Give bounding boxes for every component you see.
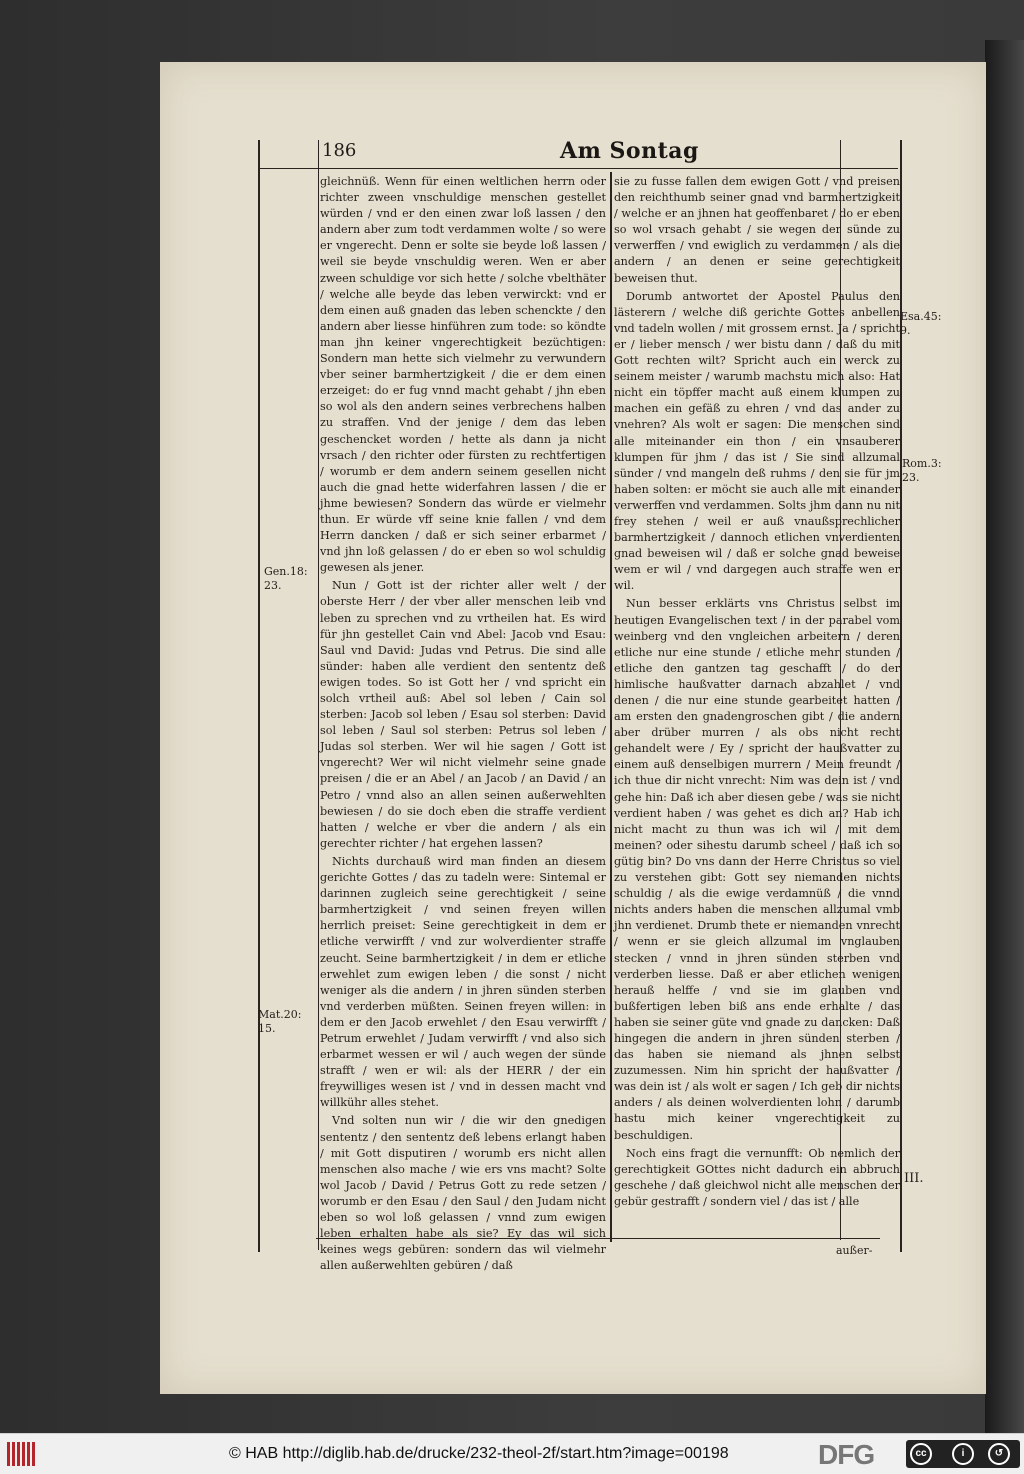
sa-icon: ↺	[988, 1443, 1010, 1465]
text-column-right	[614, 174, 900, 1234]
section-marker: III.	[904, 1171, 924, 1186]
cc-icon: cc	[910, 1443, 932, 1465]
paragraph: Dorumb antwortet der Apostel Paulus den lästerern / welche diß gerichte Gottes anbellen vnd tadeln wollen / mit grossem ernst. Ja / spricht er / lieber mensch / wer bistu dann / daß du mit Gott rechten wilt? Spricht auch ein werck zu seinem meister / warumb machstu mich also: Hat nicht ein töpffer macht auß einem klumpen zu machen ein gefäß zu ehren / vnd das ander zu vnehren? Als wolt er sagen: Die menschen sind alle miteinander ein thon / ein vnsauberer klumpen für jhm / das ist / Sie sind allzumal sünder / vnd mangeln deß ruhms / den sie für jm haben solten: er möcht sie auch alle mit einander verwerffen vnd verdammen. Solts jhm dann nu nit frey stehen / weil er auß vnaußsprechlicher barmhertzigkeit / dannoch etlichen vnverdienten gnad beweisen wil / daß er solche gnad beweise wem er wil / vnd dargegen auch straffe wen er wil.	[614, 289, 900, 593]
paragraph: Nichts durchauß wird man finden an diesem gerichte Gottes / das zu tadeln were: Sintemal er darinnen zugleich seine gerechtigkeit / seine barmhertzigkeit / vnd seinen freyen willen herrlich preiset: Seine gerechtigkeit in dem er etliche verwirfft / vnd zur wolverdienter straffe zeucht. Seine barmhertzigkeit / in dem er etliche erwehlet zum ewigen leben / die sonst / nicht weniger als die andern / in jhren sünden sterben vnd verderben müßten. Seinen freyen willen: in dem er den Jacob erwehlet / den Esau verwirfft / Petrum erwehlet / Judam verwirfft / vnd also sich erbarmet wessen er wil / auch wegen der sünde strafft / wen er wil: als der HERR / der ein freywilliges wesen ist / vnd in dessen macht vnd willkühr alles stehet.	[320, 854, 606, 1110]
paragraph: sie zu fusse fallen dem ewigen Gott / vnd preisen den reichthumb seiner gnad vnd barmhertzigkeit / welche er an jhnen hat geoffenbaret / do er eben so wol vrsach gehabt / sie wegen der sünde zu verwerffen / vnd ewiglich zu verdammen / als die andern / an denen er seine gerechtigkeit beweisen thut.	[614, 175, 900, 285]
margin-note-romans: Rom.3: 23.	[902, 457, 942, 484]
text-column-left	[320, 174, 606, 1273]
viewer-footer	[0, 1433, 1024, 1474]
by-icon: i	[952, 1443, 974, 1465]
inner-rule-left	[318, 140, 319, 1250]
citation-link[interactable]: © HAB http://diglib.hab.de/drucke/232-theol-2f/start.htm?image=00198	[229, 1445, 729, 1462]
book-edge	[985, 40, 1024, 1433]
hab-logo-icon	[6, 1438, 36, 1470]
margin-note-genesis: Gen.18: 23.	[264, 565, 308, 592]
dfg-logo: DFG	[818, 1439, 875, 1470]
cc-license-badge[interactable]	[906, 1440, 1020, 1468]
margin-note-matthew: Mat.20: 15.	[258, 1008, 302, 1035]
paragraph: Nun besser erklärts vns Christus selbst im heutigen Evangelischen text / in der parabel vom weinberg vnd den vngleichen arbeitern / deren etliche nur eine stunde / etliche mehr stunden / etliche den gantzen tag geschafft / do der himlische haußvatter darnach abzahlet / vnd denen / die nur eine stunde gearbeitet hatten / am ersten den gnadengroschen gibt / die andern aber drüber murren / als obs nicht recht gehandelt were / Ey / spricht der haußvatter zu einem auß denselbigen murrern / Mein freundt / ich thue dir nicht vnrecht: Nim was dein ist / vnd gehe hin: Daß ich aber diesen gebe / was sie nicht verdient haben / was gehet es dich an? Hab ich nicht macht zu thun was ich wil / mit dem meinen? oder sihestu darumb scheel / daß ich so gütig bin? Do vns dann der Herre Christus so viel zu verstehen gibt: Gott sey niemanden nichts schuldig / als die ewige verdamnüß / die vnnd nichts anders haben die menschen allzumal vmb jhn verdienet. Drumb thete er niemanden vnrecht / wenn er sie gleich allzumal im vnglauben stecken / vnnd in jhren sünden sterben vnd verderben liesse. Daß er aber etlichen wenigen herauß helffe / vnd sie im glauben vnd bußfertigen leben biß ans ende erhalte / das haben sie seiner güte vnd gnade zu dancken: Daß hingegen die andern in jhren sünden sterben / das haben sie niemand als jhnen selbst zuzumessen. Nim hin spricht der haußvatter / was dein ist / als wolt er sagen / Ich geb dir nichts anders / als deinen wolverdienten lohn / darumb hastu mich keiner vngerechtigkeit zu beschuldigen.	[614, 597, 900, 1142]
paragraph: Vnd solten nun wir / die wir den gnedigen sententz / den sententz deß lebens erlangt haben / mit Gott disputiren / worumb ers nicht allen menschen also mache / wie ers vns macht? Solte wol Jacob / David / Petrus Gott zu rede setzen / worumb er den Esau / den Saul / den Judam nicht eben so wol loß gelassen / vnnd zum ewigen leben erhalten habe als sie? Ey das wil sich keines wegs gebüren: sondern das wil vielmehr allen außerwehlten gebüren / daß	[320, 1114, 606, 1273]
paragraph: gleichnüß. Wenn für einen weltlichen herrn oder richter zween vnschuldige menschen gestellet würden / vnd er den einen zwar loß lassen / den andern aber zum todt verdammen wolte / so were er vngerecht. Denn er solte sie beyde loß lassen / weil sie beyde vnschuldig weren. Wen er aber zween schuldige vor sich hette / solche vbelthäter / welche alle beyde das leben verwirckt: vnd er dem einen auß gnaden das leben schenckte / den andern aber liesse hinführen zum tode: so köndte man jhn keiner vngerechtigkeit bezüchtigen: Sondern man hette sich vielmehr zu verwundern vber seiner barmhertzigkeit / die er dem einen erzeiget: do er fug vnnd macht gehabt / jhn eben so wol als den andern seines verbrechens halben zu straffen. Vnd der jenige / dem das leben geschencket worden / hette als dann ja nicht vrsach / den richter oder fürsten zu rechtfertigen / worumb er dem andern seinem gesellen nicht auch die gnad hette widerfahren lassen / die er jhme bewiesen? Sondern das würde er vielmehr thun. Er würde vff seine knie fallen / vnd dem Herrn dancken / daß er sich seiner erbarmet / vnd jhn loß gelassen / do er eben so wol schuldig gewesen als jener.	[320, 175, 606, 575]
paragraph: Noch eins fragt die vernunfft: Ob nemlich der gerechtigkeit GOttes nicht dadurch ein abbruch geschehe / daß gleichwol nicht alle menschen der gebür gestrafft / sondern viel / das ist / alle	[614, 1146, 900, 1208]
column-divider	[610, 172, 612, 1242]
running-head: Am Sontag	[560, 138, 699, 164]
page-number: 186	[322, 140, 357, 161]
paragraph: Nun / Gott ist der richter aller welt / der oberste Herr / der vber aller menschen leib vnd leben zu sprechen vnd zu vrtheilen hat. Es wird für jhn gestellet Cain vnd Abel: Jacob vnd Esau: Saul vnd David: Judas vnd Petrus. Die sind alle sünder: haben alle verdient den sententz deß ewigen todes. So ist Gott her / vnd spricht ein solch vrtheil auß: Abel sol leben / Cain sol sterben: Jacob sol leben / Esau sol sterben: David sol leben / Saul sol sterben: Petrus sol leben / Judas sol sterben. Wer wil hie sagen / Gott ist vngerecht? Wer wil nicht vielmehr seine gnade preisen / die er an Abel / an Jacob / an David / an Petro / vnnd also an allen seinen außerwehlten bewiesen / do sie doch eben die straffe verdient hatten / welche er vber die andern / als ein gerechter richter / hat ergehen lassen?	[320, 579, 606, 850]
catchword: außer-	[836, 1244, 873, 1257]
margin-note-isaiah: Esa.45: 9.	[900, 310, 942, 337]
header-rule	[258, 168, 898, 169]
